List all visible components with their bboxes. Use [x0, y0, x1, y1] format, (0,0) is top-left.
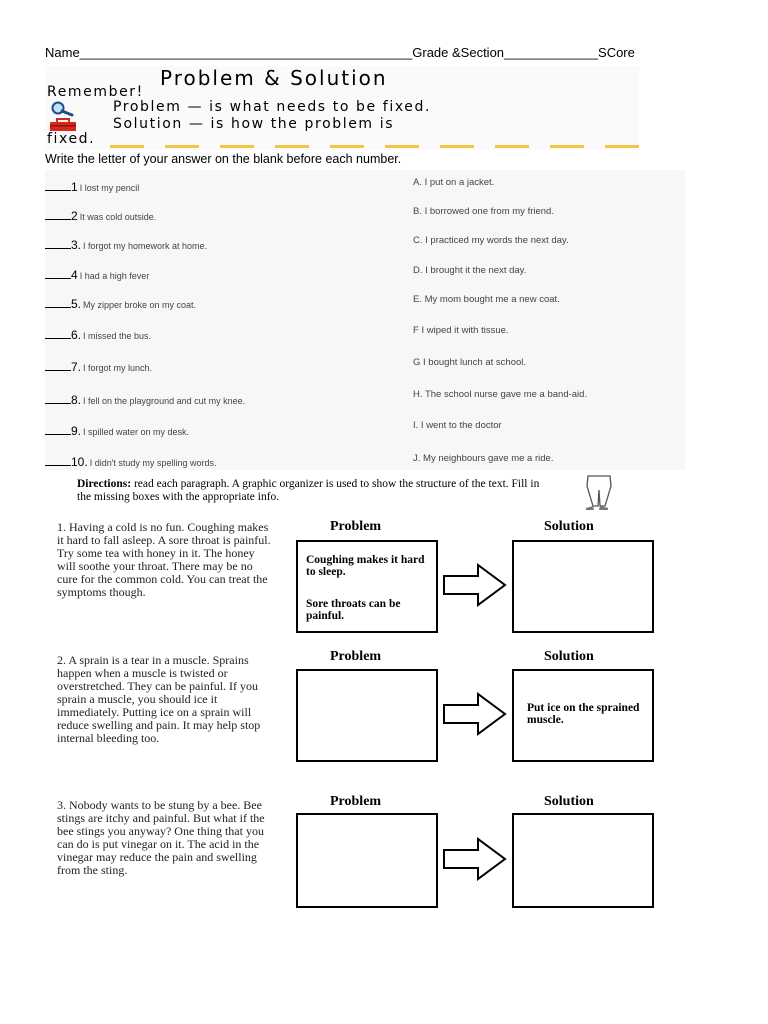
answer-choice: I. I went to the doctor	[413, 420, 502, 431]
question-text: I forgot my homework at home.	[83, 241, 208, 251]
question-item	[45, 393, 245, 407]
question-item	[45, 455, 216, 469]
question-number: 10.	[71, 455, 88, 469]
question-item	[45, 180, 139, 194]
answer-blank[interactable]	[45, 361, 71, 371]
remember-label: Remember!	[47, 84, 144, 100]
answer-choice: F I wiped it with tissue.	[413, 325, 509, 336]
answer-blank[interactable]	[45, 456, 71, 466]
question-text: I fell on the playground and cut my knee.	[83, 396, 246, 406]
problem-solution-banner	[45, 66, 639, 150]
problem-box-1-text: Coughing makes it hard to sleep.	[306, 554, 425, 578]
answer-blank[interactable]	[45, 239, 71, 249]
arrow-icon	[442, 836, 508, 887]
banner-title: Problem & Solution	[160, 66, 388, 90]
question-text: I had a high fever	[79, 271, 150, 281]
solution-label: Solution	[544, 519, 594, 534]
solution-label: Solution	[544, 794, 594, 809]
answer-blank[interactable]	[45, 181, 71, 191]
question-text: I forgot my lunch.	[83, 363, 153, 373]
solution-box-1[interactable]	[512, 540, 654, 633]
question-number: 4	[71, 268, 78, 282]
answer-choice: H. The school nurse gave me a band-aid.	[413, 389, 588, 400]
question-number: 3.	[71, 238, 82, 252]
answer-choice: G I bought lunch at school.	[413, 357, 527, 368]
question-number: 9.	[71, 424, 82, 438]
directions-label: Directions:	[77, 478, 132, 490]
pants-figure-icon	[578, 472, 620, 517]
arrow-icon	[442, 691, 508, 742]
question-item	[45, 328, 151, 342]
answer-blank[interactable]	[45, 210, 71, 220]
divider	[275, 145, 309, 148]
answer-blank[interactable]	[45, 298, 71, 308]
problem-box-2[interactable]	[296, 669, 438, 762]
paragraph-1: 1. Having a cold is no fun. Coughing makes it hard to fall asleep. A sore throat is painful. Try some tea with honey in it. The honey will soothe your throat. There may be no cure for the common cold. You can treat the symptoms though.	[57, 520, 271, 599]
divider	[605, 145, 639, 148]
divider	[385, 145, 419, 148]
paragraph-3: 3. Nobody wants to be stung by a bee. Bee stings are itchy and painful. But what if the bee stings you anyway? One thing that you can do is put vinegar on it. The acid in the vinegar may reduce the pain and swelling from the sting.	[57, 798, 265, 877]
answer-choice: D. I brought it the next day.	[413, 265, 527, 276]
question-text: It was cold outside.	[79, 212, 157, 222]
problem-box-3[interactable]	[296, 813, 438, 908]
question-number: 1	[71, 180, 78, 194]
problem-label: Problem	[330, 649, 382, 664]
directions	[77, 478, 547, 504]
answer-blank[interactable]	[45, 394, 71, 404]
answer-choice: E. My mom bought me a new coat.	[413, 294, 560, 305]
divider	[220, 145, 254, 148]
question-number: 6.	[71, 328, 82, 342]
divider	[495, 145, 529, 148]
header-line: Name______________________________________________Grade &Section_____________SCore	[45, 45, 635, 60]
divider	[330, 145, 364, 148]
arrow-icon	[442, 562, 508, 613]
question-text: I spilled water on my desk.	[83, 427, 190, 437]
paragraph-2: 2. A sprain is a tear in a muscle. Sprains happen when a muscle is twisted or overstretched. They can be painful. If you sprain a muscle, you should ice it immediately. Putting ice on a sprain will reduce swelling and pain. It may help stop internal bleeding too.	[57, 653, 261, 745]
answer-choice: A. I put on a jacket.	[413, 177, 495, 188]
problem-box-1-text-2: Sore throats can be painful.	[306, 598, 401, 622]
question-text: I missed the bus.	[83, 331, 152, 341]
question-number: 5.	[71, 297, 82, 311]
problem-label: Problem	[330, 794, 382, 809]
answer-choice: J. My neighbours gave me a ride.	[413, 453, 554, 464]
question-item	[45, 268, 149, 282]
question-item	[45, 360, 152, 374]
answer-choice: B. I borrowed one from my friend.	[413, 206, 554, 217]
question-item	[45, 297, 196, 311]
solution-box-3[interactable]	[512, 813, 654, 908]
answer-blank[interactable]	[45, 329, 71, 339]
solution-label: Solution	[544, 649, 594, 664]
answer-choice: C. I practiced my words the next day.	[413, 235, 569, 246]
question-text: My zipper broke on my coat.	[83, 300, 197, 310]
question-item	[45, 209, 156, 223]
instructions: Write the letter of your answer on the blank before each number.	[45, 152, 402, 166]
problem-label: Problem	[330, 519, 382, 534]
question-number: 8.	[71, 393, 82, 407]
directions-text: read each paragraph. A graphic organizer is used to show the structure of the text. Fill in the missing boxes with the appropriate info.	[77, 478, 540, 503]
divider	[165, 145, 199, 148]
solution-definition-cont: fixed.	[47, 131, 96, 147]
divider	[550, 145, 584, 148]
divider	[440, 145, 474, 148]
question-text: I didn't study my spelling words.	[89, 458, 217, 468]
question-text: I lost my pencil	[79, 183, 140, 193]
answer-blank[interactable]	[45, 425, 71, 435]
question-item	[45, 238, 207, 252]
question-number: 2	[71, 209, 78, 223]
solution-box-2-text: Put ice on the sprained muscle.	[527, 702, 640, 726]
solution-definition: Solution — is how the problem is	[113, 116, 395, 132]
question-number: 7.	[71, 360, 82, 374]
problem-definition: Problem — is what needs to be fixed.	[113, 99, 432, 115]
answer-blank[interactable]	[45, 269, 71, 279]
question-item	[45, 424, 189, 438]
divider	[110, 145, 144, 148]
